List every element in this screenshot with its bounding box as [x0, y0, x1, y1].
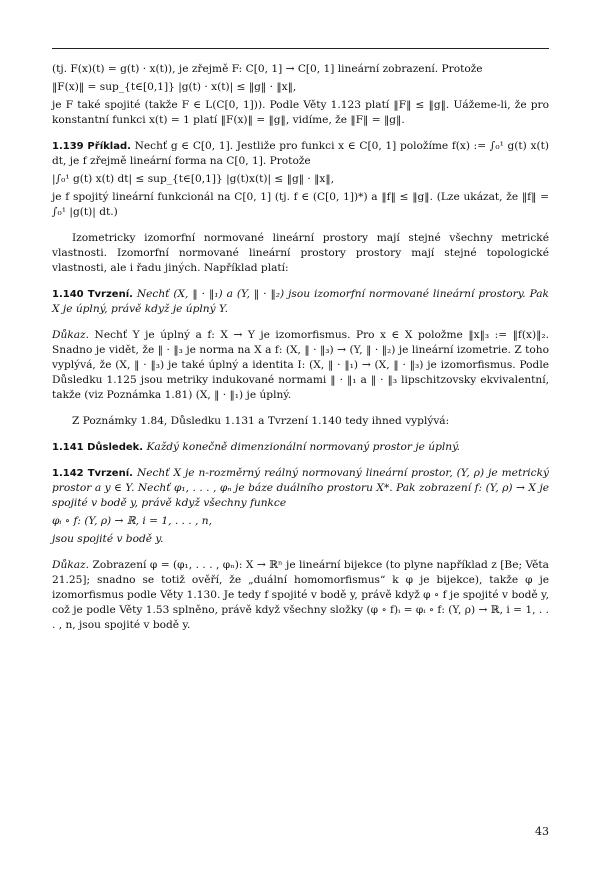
example-1-139	[52, 139, 549, 169]
page-number: 43	[535, 825, 549, 838]
proposition-1-142	[52, 466, 549, 511]
page-content	[52, 62, 549, 633]
example-label: 1.139 Příklad.	[52, 141, 131, 152]
header-rule	[52, 48, 549, 49]
paragraph: je F také spojité (takže F ∈ L(C[0, 1])). Podle Věty 1.123 platí ‖F‖ ≤ ‖g‖. Uážeme-li, že pro konstantní funkci x(t) = 1 platí ‖F(x)‖ = ‖g‖, vidíme, že ‖F‖ = ‖g‖.	[52, 99, 549, 126]
proposition-label: 1.140 Tvrzení.	[52, 289, 133, 300]
display-equation: φᵢ ∘ f: (Y, ρ) → ℝ, i = 1, . . . , n,	[52, 515, 212, 527]
proof-label: Důkaz.	[52, 559, 90, 571]
proof-text: Nechť Y je úplný a f: X → Y je izomorfismus. Pro x ∈ X položme ‖x‖₃ := ‖f(x)‖₂. Snadno je vidět, že ‖ · ‖₃ je norma na X a f: (X, ‖ · ‖₃) → (Y, ‖ · ‖₂) je lineární izometrie. Z toho vyplývá, že (X, ‖ · ‖₃) je také úplný a identita I: (X, ‖ · ‖₁) → (X, ‖ · ‖₃) je izomorfismus. Podle Důsledku 1.125 jsou metriky indukované normami ‖ · ‖₁ a ‖ · ‖₃ lipschitzovsky ekvivalentní, takže (viz Poznámka 1.81) (X, ‖ · ‖₁) je úplný.	[52, 329, 549, 401]
display-equation: |∫₀¹ g(t) x(t) dt| ≤ sup_{t∈[0,1]} |g(t)x(t)| ≤ ‖g‖ · ‖x‖,	[52, 173, 335, 185]
paragraph: jsou spojité v bodě y.	[52, 533, 164, 545]
proof-1-142	[52, 558, 549, 633]
paragraph: (tj. F(x)(t) = g(t) · x(t)), je zřejmě F: C[0, 1] → C[0, 1] lineární zobrazení. Protože	[52, 63, 483, 75]
proposition-text: Nechť (X, ‖ · ‖₁) a (Y, ‖ · ‖₂) jsou izomorfní normované lineární prostory. Pak X je úplný, právě když je úplný Y.	[52, 288, 549, 315]
corollary-1-141	[52, 440, 549, 455]
paragraph: Z Poznámky 1.84, Důsledku 1.131 a Tvrzení 1.140 tedy ihned vyplývá:	[72, 415, 450, 427]
display-equation: ‖F(x)‖ = sup_{t∈[0,1]} |g(t) · x(t)| ≤ ‖g‖ · ‖x‖,	[52, 81, 297, 93]
paragraph: Izometricky izomorfní normované lineární prostory mají stejné všechny metrické vlastnosti. Izomorfní normované lineární prostory prostory mají stejné topologické vlastnosti, ale i řadu jiných. Například platí:	[52, 232, 549, 274]
corollary-label: 1.141 Důsledek.	[52, 442, 144, 453]
corollary-text: Každý konečně dimenzionální normovaný prostor je úplný.	[146, 441, 461, 453]
proposition-text: Nechť X je n-rozměrný reálný normovaný lineární prostor, (Y, ρ) je metrický prostor a y ∈ Y. Nechť φ₁, . . . , φₙ je báze duálního prostoru X*. Pak zobrazení f: (Y, ρ) → X je spojité v bodě y, právě když všechny funkce	[52, 467, 549, 509]
proof-text: Zobrazení φ = (φ₁, . . . , φₙ): X → ℝⁿ je lineární bijekce (to plyne například z [Be; Věta 21.25]; snadno se totiž ověří, že „duální homomorfismus“ k φ je bijekce), takže φ je izomorfismus podle Věty 1.130. Je tedy f spojité v bodě y, právě když φ ∘ f je spojité v bodě y, což je podle Věty 1.53 splněno, právě když všechny složky (φ ∘ f)ᵢ = φᵢ ∘ f: (Y, ρ) → ℝ, i = 1, . . . , n, jsou spojité v bodě y.	[52, 559, 549, 631]
proposition-1-140	[52, 287, 549, 317]
proof-label: Důkaz.	[52, 329, 90, 341]
paragraph: je f spojitý lineární funkcionál na C[0, 1] (tj. f ∈ (C[0, 1])*) a ‖f‖ ≤ ‖g‖. (Lze ukázat, že ‖f‖ = ∫₀¹ |g(t)| dt.)	[52, 191, 549, 218]
proposition-label: 1.142 Tvrzení.	[52, 468, 133, 479]
example-text: Nechť g ∈ C[0, 1]. Jestliže pro funkci x ∈ C[0, 1] položíme f(x) := ∫₀¹ g(t) x(t) dt, je f zřejmě lineární forma na C[0, 1]. Protože	[52, 140, 549, 167]
proof-1-140	[52, 328, 549, 403]
